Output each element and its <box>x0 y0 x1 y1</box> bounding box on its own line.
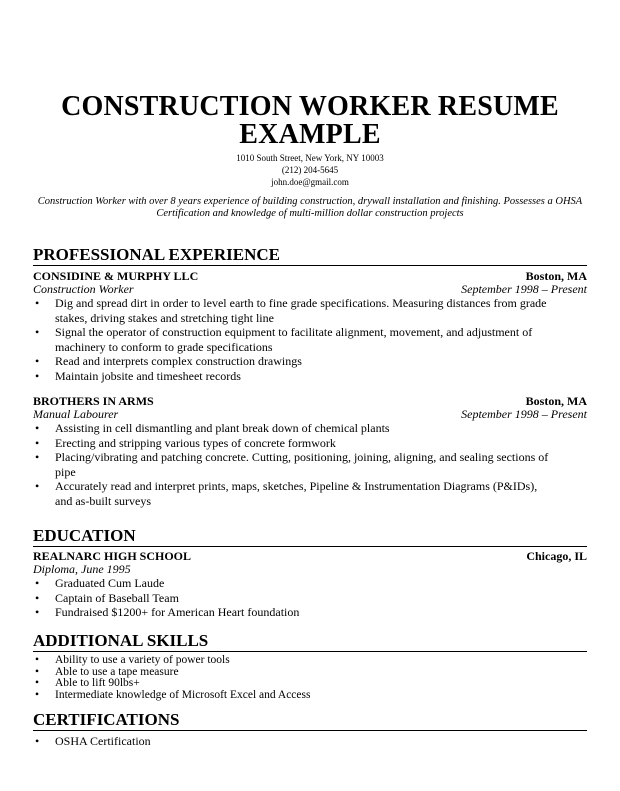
section-heading-experience: PROFESSIONAL EXPERIENCE <box>33 246 587 266</box>
school-degree: Diploma, June 1995 <box>33 562 131 576</box>
list-item: • Erecting and stripping various types of concrete formwork <box>33 436 553 451</box>
job-bullets <box>33 296 553 383</box>
job-bullets <box>33 421 553 508</box>
list-item: • Dig and spread dirt in order to level earth to fine grade specifications. Measuring distances from grade stakes, driving stakes and stretching tight line <box>33 296 553 325</box>
contact-address: 1010 South Street, New York, NY 10003 <box>236 153 384 163</box>
list-item: • Placing/vibrating and patching concrete. Cutting, positioning, joining, aligning, and sealing sections of pipe <box>33 450 553 479</box>
job-company: CONSIDINE & MURPHY LLC <box>33 269 199 283</box>
list-item: • OSHA Certification <box>33 734 553 749</box>
list-item: • Able to lift 90lbs+ <box>33 678 553 690</box>
resume-title-line1: CONSTRUCTION WORKER RESUME <box>61 91 559 122</box>
list-item: • Read and interprets complex construction drawings <box>33 354 553 369</box>
list-item: • Ability to use a variety of power tools <box>33 655 553 667</box>
certifications-bullets <box>33 734 553 749</box>
job-role: Manual Labourer <box>33 407 119 421</box>
contact-phone: (212) 204-5645 <box>281 165 339 175</box>
list-item: • Fundraised $1200+ for American Heart foundation <box>33 605 553 620</box>
education-bullets <box>33 576 553 620</box>
job-dates: September 1998 – Present <box>461 282 587 296</box>
section-heading-certifications: CERTIFICATIONS <box>33 711 587 731</box>
school-name: REALNARC HIGH SCHOOL <box>33 549 192 563</box>
job-location: Boston, MA <box>525 269 587 283</box>
list-item: • Maintain jobsite and timesheet records <box>33 369 553 384</box>
job-role: Construction Worker <box>33 282 134 296</box>
list-item: • Intermediate knowledge of Microsoft Excel and Access <box>33 690 553 702</box>
list-item: • Accurately read and interpret prints, maps, sketches, Pipeline & Instrumentation Diagrams (P&IDs), and as-built surveys <box>33 479 553 508</box>
list-item: • Assisting in cell dismantling and plant break down of chemical plants <box>33 421 553 436</box>
section-heading-education: EDUCATION <box>33 527 587 547</box>
contact-email: john.doe@gmail.com <box>271 177 349 187</box>
job-dates: September 1998 – Present <box>461 407 587 421</box>
list-item: • Captain of Baseball Team <box>33 591 553 606</box>
list-item: • Graduated Cum Laude <box>33 576 553 591</box>
skills-bullets <box>33 655 553 701</box>
list-item: • Signal the operator of construction equipment to facilitate alignment, movement, and adjustment of machinery to conform to grade specifications <box>33 325 553 354</box>
resume-title-line2: EXAMPLE <box>239 119 381 150</box>
job-location: Boston, MA <box>525 394 587 408</box>
school-location: Chicago, IL <box>526 549 587 563</box>
section-heading-skills: ADDITIONAL SKILLS <box>33 632 587 652</box>
summary-statement: Construction Worker with over 8 years experience of building construction, drywall installation and finishing. Possesses a OHSA Certification and knowledge of multi-million dollar construction projects <box>37 196 583 219</box>
list-item: • Able to use a tape measure <box>33 667 553 679</box>
job-company: BROTHERS IN ARMS <box>33 394 154 408</box>
